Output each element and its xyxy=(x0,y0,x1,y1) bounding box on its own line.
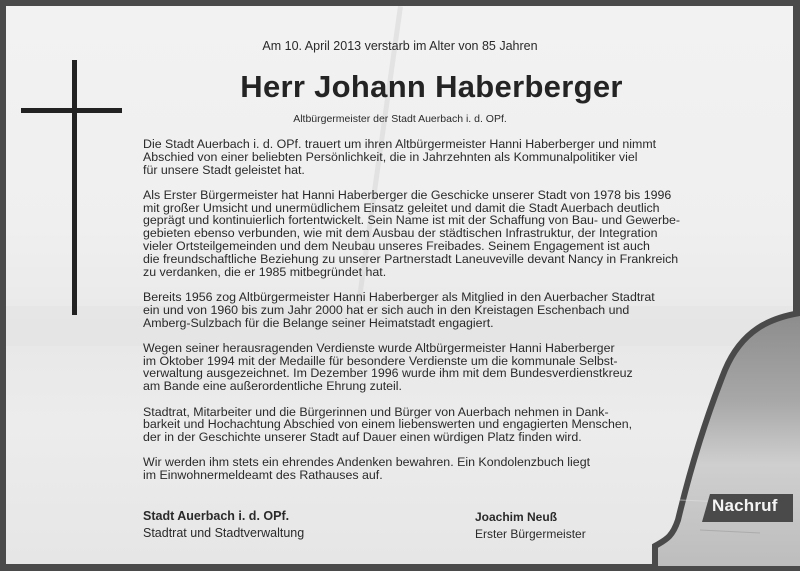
obituary-text xyxy=(143,137,680,495)
signature-name: Joachim Neuß xyxy=(475,510,558,524)
text-line: gebieten ebenso verbunden, wie mit dem Ausbau der städtischen Infrastruktur, der Integration xyxy=(143,226,658,241)
signature-mayor xyxy=(475,509,586,543)
signature-name: Stadt Auerbach i. d. OPf. xyxy=(143,509,290,523)
text-line: Bereits 1956 zog Altbürgermeister Hanni Haberberger als Mitglied in den Auerbacher Stadtrat xyxy=(143,289,655,304)
nachruf-badge-label: Nachruf xyxy=(712,496,778,515)
signature-role: Erster Bürgermeister xyxy=(475,527,586,541)
text-line: Die Stadt Auerbach i. d. OPf. trauert um ihren Altbürgermeister Hanni Haberberger und nimmt xyxy=(143,137,657,151)
signature-city xyxy=(143,508,304,542)
text-line: im Einwohnermeldeamt des Rathauses auf. xyxy=(143,468,383,483)
deceased-title: Altbürgermeister der Stadt Auerbach i. d. OPf. xyxy=(293,113,507,125)
text-line: verwaltung ausgezeichnet. Im Dezember 1996 wurde ihm mit dem Bundesverdienstkreuz xyxy=(143,366,633,381)
text-line: Wegen seiner herausragenden Verdienste wurde Altbürgermeister Hanni Haberberger xyxy=(143,340,615,355)
text-line: barkeit und Hochachtung Abschied von einem liebenswerten und engagierten Menschen, xyxy=(143,417,633,432)
text-line: vieler Ortsteilgemeinden und dem Neubau unseres Freibades. Seinem Engagement ist auch xyxy=(143,239,650,254)
paragraph xyxy=(143,456,663,482)
text-line: für unsere Stadt geleistet hat. xyxy=(143,162,305,177)
deceased-name: Herr Johann Haberberger xyxy=(240,69,623,104)
text-line: zu verdanken, die er 1985 mitbegründet hat. xyxy=(143,264,387,279)
text-line: ein und von 1960 bis zum Jahr 2000 hat er sich auch in den Kreistagen Eschenbach und xyxy=(143,302,630,317)
paragraph xyxy=(143,187,680,279)
text-line: am Bande eine außerordentliche Ehrung zuteil. xyxy=(143,379,402,394)
text-line: Abschied von einer beliebten Persönlichkeit, die in Jahrzehnten als Kommunalpolitiker viel xyxy=(143,149,638,164)
text-line: die freundschaftliche Beziehung zu unserer Partnerstadt Laneuveville devant Nancy in Frankreich xyxy=(143,251,679,266)
text-line: geprägt und kontinuierlich fortentwickelt. Sein Name ist mit der Schaffung von Bau- und Gewerbe- xyxy=(143,213,680,228)
text-line: mit großer Umsicht und unermüdlichem Einsatz geleitet und damit die Stadt Auerbach deutlich xyxy=(143,200,660,215)
paragraph xyxy=(143,138,663,176)
text-line: Stadtrat, Mitarbeiter und die Bürgerinnen und Bürger von Auerbach nehmen in Dank- xyxy=(143,404,609,419)
text-line: Als Erster Bürgermeister hat Hanni Haberberger die Geschicke unserer Stadt von 1978 bis 1996 xyxy=(143,187,672,202)
text-line: Wir werden ihm stets ein ehrendes Andenken bewahren. Ein Kondolenzbuch liegt xyxy=(143,455,591,470)
text-line: Amberg-Sulzbach für die Belange seiner Heimatstadt engagiert. xyxy=(143,315,494,330)
paragraph xyxy=(143,406,663,444)
paragraph xyxy=(143,291,663,329)
text-line: der in der Geschichte unserer Stadt auf Dauer einen würdigen Platz finden wird. xyxy=(143,430,582,445)
text-line: im Oktober 1994 mit der Medaille für besondere Verdienste um die kommunale Selbst- xyxy=(143,353,618,368)
death-notice-intro: Am 10. April 2013 verstarb im Alter von 85 Jahren xyxy=(262,39,538,53)
signature-role: Stadtrat und Stadtverwaltung xyxy=(143,526,305,540)
paragraph xyxy=(143,342,663,393)
